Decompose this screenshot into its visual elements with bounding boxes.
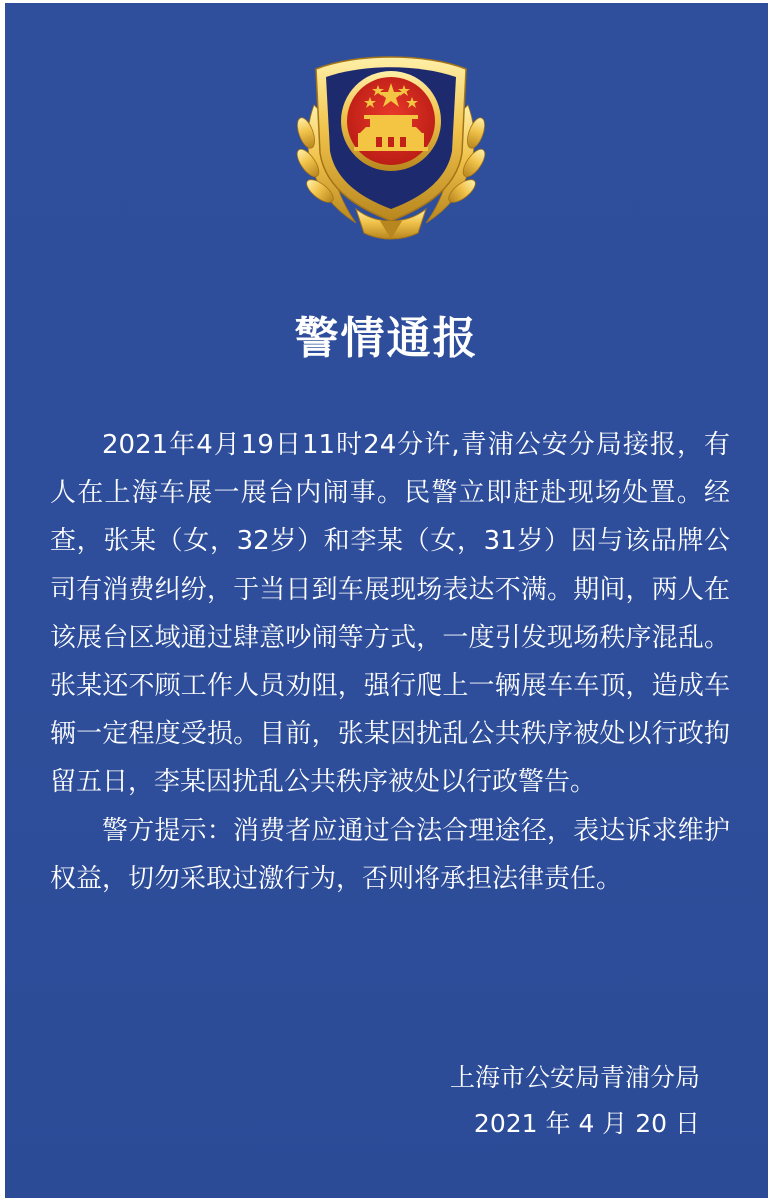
notice-body bbox=[50, 421, 730, 903]
issue-date: 2021 年 4 月 20 日 bbox=[473, 1109, 700, 1138]
notice-signature bbox=[450, 1055, 700, 1147]
issuer-name: 上海市公安局青浦分局 bbox=[449, 1063, 700, 1092]
notice-title: 警情通报 bbox=[294, 313, 479, 364]
police-notice-poster bbox=[5, 3, 768, 1198]
police-emblem-icon bbox=[286, 33, 496, 245]
notice-paragraph-main: 2021年4月19日11时24分许,青浦公安分局接报，有人在上海车展一展台内闹事。民警立即赶赴现场处置。经查，张某（女，32岁）和李某（女，31岁）因与该品牌公司有消费纠纷，于当日到车展现场表达不满。期间，两人在该展台区域通过肆意吵闹等方式，一度引发现场秩序混乱。张某还不顾工作人员劝阻，强行爬上一辆展车车顶，造成车辆一定程度受损。目前，张某因扰乱公共秩序被处以行政拘留五日，李某因扰乱公共秩序被处以行政警告。 bbox=[50, 430, 730, 798]
notice-paragraph-warning: 警方提示：消费者应通过合法合理途径，表达诉求维护权益，切勿采取过激行为，否则将承担法律责任。 bbox=[50, 815, 730, 894]
